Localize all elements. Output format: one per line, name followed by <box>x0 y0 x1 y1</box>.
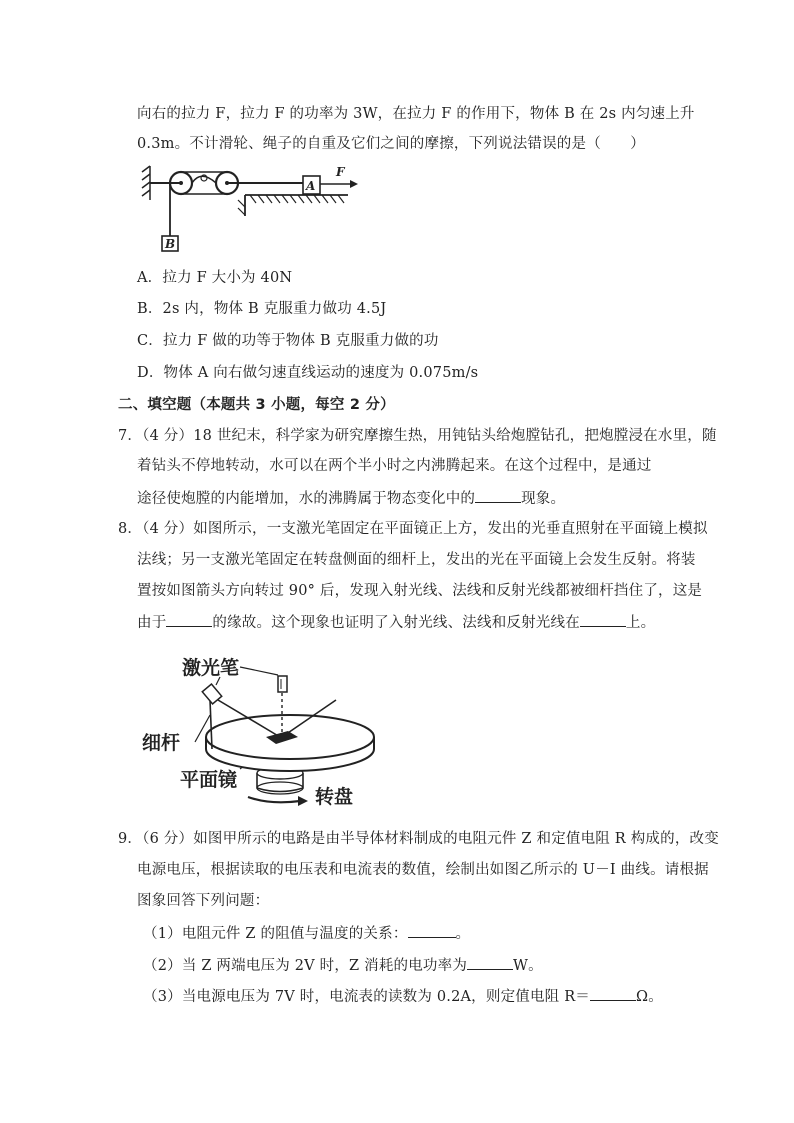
wall-hatch <box>142 166 150 200</box>
q9-sub1-text-a: （1）电阻元件 Z 的阻值与温度的关系： <box>143 926 408 942</box>
q8-line4-text-a: 由于 <box>137 615 167 631</box>
q7-answer-blank[interactable] <box>475 488 521 503</box>
q9-sub2-text-a: （2）当 Z 两端电压为 2V 时，Z 消耗的电功率为 <box>143 958 468 974</box>
q8-line2: 法线；另一支激光笔固定在转盘侧面的细杆上，发出的光在平面镜上会发生反射。将装 <box>137 552 696 568</box>
q6-option-a: A．拉力 F 大小为 40N <box>137 270 293 286</box>
table-hatch <box>238 195 344 215</box>
q9-sub3-text-a: （3）当电源电压为 7V 时，电流表的读数为 0.2A，则定值电阻 R＝ <box>143 989 591 1005</box>
q7-line3 <box>137 488 565 509</box>
top-laser <box>278 676 287 692</box>
q8-line1: 8．（4 分）如图所示，一支激光笔固定在平面镜正上方，发出的光垂直照射在平面镜上模拟 <box>118 521 708 537</box>
q7-line1: 7．（4 分）18 世纪末，科学家为研究摩擦生热，用钝钻头给炮膛钻孔，把炮膛浸在水里，随 <box>118 428 717 444</box>
q9-line3: 图象回答下列问题： <box>137 893 270 909</box>
block-b-label: B <box>165 237 176 251</box>
q7-line3-text-b: 现象。 <box>521 491 566 507</box>
q9-sub3-text-b: Ω。 <box>636 989 663 1005</box>
q8-line4 <box>137 612 655 633</box>
q9-sub1-text-b: 。 <box>455 926 471 942</box>
laser-label: 激光笔 <box>182 657 240 679</box>
q9-sub2-blank[interactable] <box>467 955 513 970</box>
q9-sub1 <box>143 923 470 944</box>
turntable-label: 转盘 <box>315 786 354 808</box>
q6-stem-line1: 向右的拉力 F，拉力 F 的功率为 3W，在拉力 F 的作用下，物体 B 在 2s 内匀速上升 <box>137 106 695 122</box>
q6-option-d: D．物体 A 向右做匀速直线运动的速度为 0.075m/s <box>137 365 479 381</box>
block-a-label: A <box>306 179 316 193</box>
q9-sub3 <box>143 986 663 1007</box>
mirror-label: 平面镜 <box>180 769 238 791</box>
rotation-arrow <box>248 797 300 802</box>
rod-label: 细杆 <box>142 732 181 754</box>
q6-stem-line2: 0.3m。不计滑轮、绳子的自重及它们之间的摩擦，下列说法错误的是（ ） <box>137 136 646 152</box>
q6-option-b: B．2s 内，物体 B 克服重力做功 4.5J <box>137 301 387 317</box>
q8-answer-blank-2[interactable] <box>580 612 626 627</box>
q8-line4-text-c: 上。 <box>625 615 656 631</box>
q9-sub2-text-b: W。 <box>513 958 543 974</box>
q9-sub1-blank[interactable] <box>408 923 456 938</box>
laser-turntable-figure <box>140 645 400 815</box>
q9-line1: 9．（6 分）如图甲所示的电路是由半导体材料制成的电阻元件 Z 和定值电阻 R 构成的，改变 <box>118 831 719 847</box>
q7-line2: 着钻头不停地转动，水可以在两个半小时之内沸腾起来。在这个过程中，是通过 <box>137 458 652 474</box>
force-f-label: F <box>336 165 345 179</box>
q6-option-c: C．拉力 F 做的功等于物体 B 克服重力做的功 <box>137 333 439 349</box>
q9-sub3-blank[interactable] <box>590 986 636 1001</box>
q8-line3: 置按如图箭头方向转过 90° 后，发现入射光线、法线和反射光线都被细杆挡住了，这是 <box>137 583 703 599</box>
q8-answer-blank-1[interactable] <box>166 612 212 627</box>
q7-line3-text-a: 途径使炮膛的内能增加，水的沸腾属于物态变化中的 <box>137 491 476 507</box>
pulley-figure <box>138 160 368 255</box>
section2-title: 二、填空题（本题共 3 小题，每空 2 分） <box>118 397 395 413</box>
q9-sub2 <box>143 955 543 976</box>
q8-line4-text-b: 的缘故。这个现象也证明了入射光线、法线和反射光线在 <box>212 615 580 631</box>
q9-line2: 电源电压，根据读取的电压表和电流表的数值，绘制出如图乙所示的 U－I 曲线。请根据 <box>137 862 709 878</box>
